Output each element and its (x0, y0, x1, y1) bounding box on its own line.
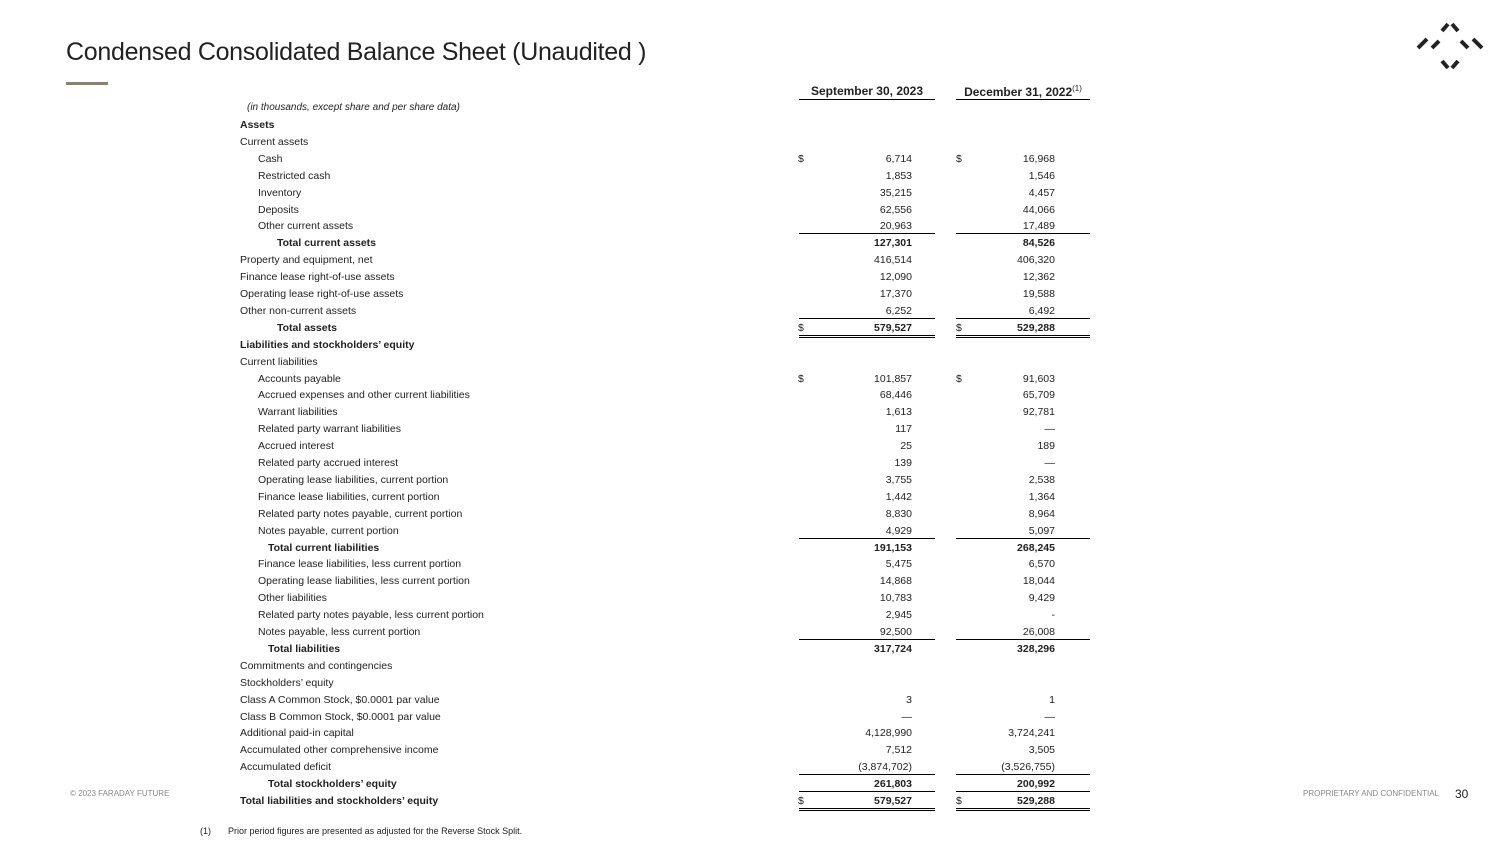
value-2022: 8,964 (1028, 507, 1055, 520)
underline-rule (799, 791, 935, 792)
value-2023: 117 (895, 423, 912, 436)
value-2022: 1 (1049, 693, 1055, 706)
value-2023: 579,527 (874, 795, 912, 807)
row-label: Total current liabilities (268, 541, 380, 554)
value-2022: 92,781 (1022, 406, 1055, 419)
table-row (0, 151, 1500, 168)
value-2022: 529,288 (1017, 321, 1055, 334)
dollar-sign: $ (798, 152, 804, 165)
table-row (0, 252, 1500, 269)
faraday-future-logo-icon (1415, 20, 1485, 72)
row-label: Accumulated deficit (240, 761, 332, 774)
table-row (0, 337, 1500, 354)
value-2023: 20,963 (879, 220, 912, 233)
underline-rule (956, 233, 1090, 234)
row-label: Class A Common Stock, $0.0001 par value (240, 693, 440, 706)
value-2023: 68,446 (879, 389, 912, 402)
value-2022: 16,968 (1022, 152, 1055, 165)
value-2023: 17,370 (879, 288, 912, 300)
table-row (0, 556, 1500, 573)
value-2022: 1,364 (1028, 490, 1055, 503)
value-2023: 4,128,990 (865, 727, 912, 740)
row-label: Other non-current assets (240, 304, 357, 317)
value-2022: 406,320 (1017, 254, 1055, 267)
table-row (0, 168, 1500, 185)
table-row (0, 573, 1500, 590)
table-row (0, 269, 1500, 286)
table-row (0, 489, 1500, 506)
table-row (0, 185, 1500, 202)
table-row (0, 540, 1500, 557)
row-label: Accrued interest (258, 440, 334, 453)
value-2023: 1,613 (885, 406, 912, 419)
underline-rule (799, 639, 935, 640)
value-2023: 25 (900, 440, 912, 453)
row-label: Accrued expenses and other current liabilities (258, 389, 470, 402)
value-2023: 12,090 (879, 271, 912, 284)
table-row (0, 202, 1500, 219)
table-row (0, 776, 1500, 793)
value-2023: (3,874,702) (858, 761, 912, 774)
row-label: Assets (240, 119, 275, 131)
row-label: Class B Common Stock, $0.0001 par value (240, 710, 441, 723)
table-row (0, 134, 1500, 151)
table-row (0, 641, 1500, 658)
value-2022: 9,429 (1028, 592, 1055, 605)
underline-rule (799, 538, 935, 539)
table-row (0, 117, 1500, 134)
value-2023: 101,857 (874, 372, 912, 385)
table-row (0, 506, 1500, 523)
value-2023: 62,556 (879, 203, 912, 216)
table-row (0, 759, 1500, 776)
row-label: Notes payable, less current portion (258, 626, 421, 638)
column-header-label: December 31, 2022 (964, 85, 1073, 99)
value-2022: - (1051, 609, 1055, 622)
table-row (0, 692, 1500, 709)
value-2022: 189 (1037, 440, 1055, 453)
row-label: Total liabilities and stockholders’ equity (240, 795, 439, 807)
value-2022: 6,570 (1028, 558, 1055, 571)
underline-rule (956, 808, 1090, 811)
footnote-marker: (1) (200, 826, 211, 836)
column-header-dec-2022 (956, 84, 1090, 100)
row-label: Finance lease right-of-use assets (240, 271, 395, 284)
value-2022: 529,288 (1017, 795, 1055, 807)
table-row (0, 303, 1500, 320)
value-2022: 12,362 (1022, 271, 1055, 284)
value-2022: — (1044, 457, 1055, 469)
row-label: Additional paid-in capital (240, 727, 354, 740)
table-row (0, 725, 1500, 742)
row-label: Current assets (240, 135, 309, 148)
underline-rule (799, 808, 935, 811)
value-2022: 200,992 (1017, 778, 1055, 791)
value-2022: 65,709 (1022, 389, 1055, 402)
table-row (0, 286, 1500, 303)
dollar-sign: $ (798, 795, 804, 807)
row-label: Warrant liabilities (258, 406, 338, 419)
value-2022: — (1044, 423, 1055, 436)
row-label: Accumulated other comprehensive income (240, 744, 439, 757)
table-row (0, 387, 1500, 404)
table-row (0, 455, 1500, 472)
row-label: Operating lease liabilities, less current portion (258, 575, 470, 588)
value-2023: 92,500 (879, 626, 912, 638)
dollar-sign: $ (956, 321, 962, 334)
value-2022: 44,066 (1022, 203, 1055, 216)
footnote-reference: (1) (1072, 84, 1082, 93)
value-2022: 1,546 (1028, 169, 1055, 182)
row-label: Total liabilities (268, 642, 341, 655)
value-2023: 2,945 (885, 609, 912, 622)
value-2023: 139 (894, 457, 912, 469)
row-label: Related party warrant liabilities (258, 423, 401, 436)
value-2023: 261,803 (874, 778, 912, 791)
value-2023: 14,868 (879, 575, 912, 588)
row-label: Total assets (277, 321, 337, 334)
dollar-sign: $ (798, 372, 804, 385)
table-row (0, 235, 1500, 252)
value-2022: 17,489 (1022, 220, 1055, 233)
row-label: Current liabilities (240, 355, 318, 368)
underline-rule (956, 639, 1090, 640)
value-2022: 4,457 (1028, 186, 1055, 199)
row-label: Notes payable, current portion (258, 524, 399, 537)
value-2023: 317,724 (874, 642, 912, 655)
value-2023: 5,475 (885, 558, 912, 571)
value-2023: 10,783 (879, 592, 912, 605)
value-2023: 8,830 (885, 507, 912, 520)
row-label: Inventory (258, 186, 302, 199)
row-label: Property and equipment, net (240, 254, 373, 267)
table-row (0, 472, 1500, 489)
underline-rule (799, 318, 935, 319)
row-label: Operating lease liabilities, current portion (258, 473, 449, 486)
value-2022: 328,296 (1017, 642, 1055, 655)
row-label: Related party notes payable, less current portion (258, 609, 484, 622)
value-2022: 3,505 (1028, 744, 1055, 757)
value-2023: 4,929 (885, 524, 912, 537)
value-2023: — (901, 710, 912, 723)
value-2023: 191,153 (874, 541, 912, 554)
value-2023: 3 (906, 693, 912, 706)
table-row (0, 320, 1500, 337)
row-label: Related party accrued interest (258, 457, 399, 469)
table-row (0, 354, 1500, 371)
column-header-label: September 30, 2023 (810, 84, 924, 98)
page-number: 30 (1455, 787, 1469, 801)
row-label: Operating lease right-of-use assets (240, 288, 404, 300)
value-2022: 91,603 (1022, 372, 1055, 385)
value-2022: 84,526 (1022, 237, 1055, 250)
value-2022: — (1044, 710, 1055, 723)
value-2022: 6,492 (1028, 304, 1055, 317)
table-row (0, 438, 1500, 455)
value-2023: 6,714 (885, 152, 912, 165)
row-label: Other current assets (258, 220, 354, 233)
table-row (0, 624, 1500, 641)
row-label: Related party notes payable, current portion (258, 507, 463, 520)
title-underline (66, 82, 108, 85)
row-label: Accounts payable (258, 372, 341, 385)
units-note: (in thousands, except share and per share data) (247, 102, 460, 113)
confidential-label: PROPRIETARY AND CONFIDENTIAL (1303, 789, 1440, 798)
row-label: Total current assets (277, 237, 377, 250)
row-label: Stockholders’ equity (240, 676, 334, 689)
table-row (0, 371, 1500, 388)
value-2022: 5,097 (1028, 524, 1055, 537)
underline-rule (799, 233, 935, 234)
table-row (0, 793, 1500, 810)
column-header-sep-2023 (799, 84, 935, 100)
table-row (0, 421, 1500, 438)
underline-rule (956, 318, 1090, 319)
row-label: Liabilities and stockholders’ equity (240, 338, 415, 351)
value-2023: 1,853 (885, 169, 912, 182)
value-2022: 26,008 (1022, 626, 1055, 638)
row-label: Restricted cash (258, 169, 331, 182)
row-label: Finance lease liabilities, less current portion (258, 558, 462, 571)
dollar-sign: $ (798, 321, 804, 334)
page-title: Condensed Consolidated Balance Sheet (Unaudited ) (66, 38, 647, 66)
row-label: Total stockholders’ equity (268, 778, 397, 791)
underline-rule (956, 774, 1090, 775)
table-row (0, 607, 1500, 624)
value-2023: 3,755 (885, 473, 912, 486)
table-row (0, 404, 1500, 421)
value-2022: 18,044 (1022, 575, 1055, 588)
table-row (0, 218, 1500, 235)
underline-rule (799, 774, 935, 775)
dollar-sign: $ (956, 795, 962, 807)
underline-rule (956, 791, 1090, 792)
value-2022: (3,526,755) (1001, 761, 1055, 774)
value-2023: 1,442 (885, 490, 912, 503)
copyright-text: © 2023 FARADAY FUTURE (70, 789, 170, 798)
dollar-sign: $ (956, 372, 962, 385)
row-label: Finance lease liabilities, current portion (258, 490, 440, 503)
value-2022: 268,245 (1017, 541, 1055, 554)
value-2022: 19,588 (1022, 288, 1055, 300)
row-label: Commitments and contingencies (240, 659, 393, 672)
value-2022: 3,724,241 (1008, 727, 1055, 740)
row-label: Other liabilities (258, 592, 327, 605)
dollar-sign: $ (956, 152, 962, 165)
table-row (0, 590, 1500, 607)
footnote-text: Prior period figures are presented as adjusted for the Reverse Stock Split. (228, 826, 523, 836)
table-row (0, 523, 1500, 540)
table-row (0, 742, 1500, 759)
row-label: Deposits (258, 203, 299, 216)
table-row (0, 658, 1500, 675)
value-2023: 579,527 (874, 321, 912, 334)
table-row (0, 709, 1500, 726)
value-2022: 2,538 (1028, 473, 1055, 486)
underline-rule (956, 538, 1090, 539)
value-2023: 7,512 (885, 744, 912, 757)
row-label: Cash (258, 152, 283, 165)
value-2023: 127,301 (874, 237, 912, 250)
value-2023: 6,252 (885, 304, 912, 317)
value-2023: 416,514 (874, 254, 912, 267)
value-2023: 35,215 (879, 186, 912, 199)
table-row (0, 675, 1500, 692)
